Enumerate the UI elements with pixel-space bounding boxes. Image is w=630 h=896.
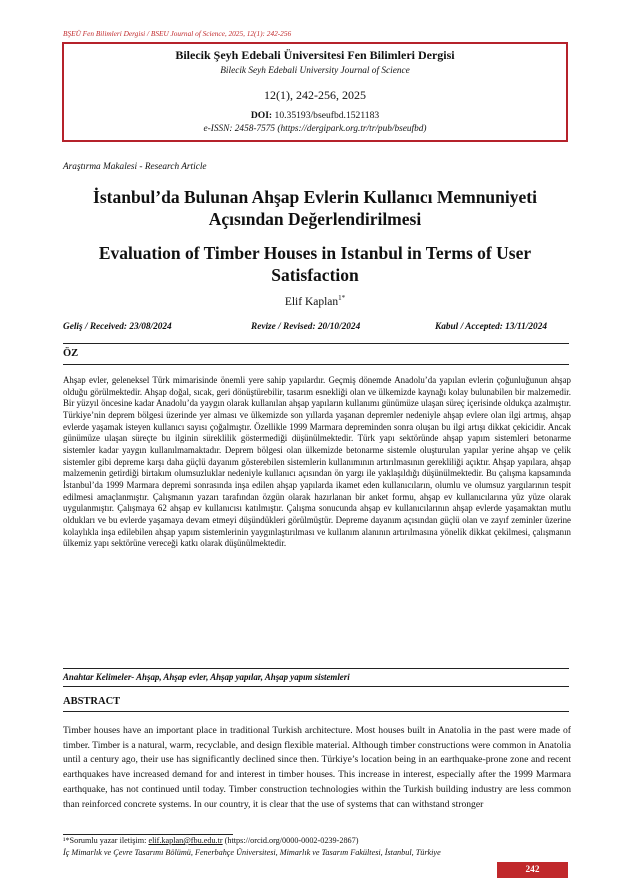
keywords: Anahtar Kelimeler- Ahşap, Ahşap evler, Ahşap yapılar, Ahşap yapım sistemleri <box>63 672 350 682</box>
author <box>63 294 567 308</box>
author-sup: 1* <box>338 294 346 302</box>
author-email-link[interactable]: elif.kaplan@fbu.edu.tr <box>148 836 223 845</box>
abstract-text: Timber houses have an important place in traditional Turkish architecture. Most houses built in Anatolia in the past were made of timber. Timber is a natural, warm, recyclable, and design flexible material. Although timber constructions were common in Anatolia until a century ago, their use has significantly declined since then. Türkiye’s location being in an earthquake-prone zone and recent earthquakes have increased demand for and interest in timber houses. This increase in interest, especially after the 1999 Marmara earthquake, has not continued until today. Timber construction technologies within the Turkish building industry are less common than reinforced concrete systems. In our country, it is clear that the use of systems that can withstand stronger <box>63 725 571 810</box>
orcid-link[interactable]: (https://orcid.org/0000-0002-0239-2867) <box>222 836 359 845</box>
title-en: Evaluation of Timber Houses in Istanbul in Terms of User Satisfaction <box>98 243 532 285</box>
divider <box>63 343 569 344</box>
footnote-prefix: ¹*Sorumlu yazar iletişim: <box>63 836 149 845</box>
doi-line <box>64 110 566 121</box>
article-type: Araştırma Makalesi - Research Article <box>63 162 207 172</box>
divider <box>63 686 569 687</box>
divider <box>63 668 569 669</box>
page-number: 242 <box>497 862 568 878</box>
doi-value[interactable]: 10.35193/bseufbd.1521183 <box>272 110 380 121</box>
date-accepted: Kabul / Accepted: 13/11/2024 <box>435 322 547 332</box>
date-received: Geliş / Received: 23/08/2024 <box>63 322 172 332</box>
divider <box>63 364 569 365</box>
footnote-rule <box>63 834 233 835</box>
eissn-line[interactable]: e-ISSN: 2458-7575 (https://dergipark.org.tr/tr/pub/bseufbd) <box>203 124 427 134</box>
title-tr: İstanbul’da Bulunan Ahşap Evlerin Kullanıcı Memnuniyeti Açısından Değerlendirilmesi <box>93 187 537 229</box>
divider <box>63 711 569 712</box>
journal-volume: 12(1), 242-256, 2025 <box>264 88 366 102</box>
journal-name-tr: Bilecik Şeyh Edebali Üniversitesi Fen Bilimleri Dergisi <box>175 48 455 62</box>
oz-heading: ÖZ <box>63 348 79 359</box>
journal-name-en: Bilecik Seyh Edebali University Journal of Science <box>220 66 410 76</box>
doi-label: DOI: <box>250 110 273 121</box>
date-revised: Revize / Revised: 20/10/2024 <box>251 322 361 332</box>
author-name: Elif Kaplan <box>284 295 339 308</box>
abstract-heading: ABSTRACT <box>63 696 121 707</box>
footnote-contact <box>63 836 358 845</box>
oz-text: Ahşap evler, geleneksel Türk mimarisinde önemli yere sahip yapılardır. Geçmiş dönemde Anadolu’da yapılan evlerin çoğunluğunun ahşap olduğu görülmektedir. Ahşap doğal, sıcak, geri dönüştürebilir, tasarım esnekliği olan ve ülkemizde kaynağı kolay bulunabilen bir malzemedir. Bir yüzyıl öncesine kadar Anadolu’da yaygın olarak kullanılan ahşap yapıların kullanımı günümüze ulaşan süreç içerisinde oldukça azalmıştır. Türkiye’nin deprem bölgesi üzerinde yer alması ve ülkemizde son yıllarda yaşanan depremler nedeniyle ahşap evlere olan ilgi artmış, ahşap evlerde yaşamak isteyen kullanıcı sayısı çoğalmıştır. Özellikle 1999 Marmara depreminden sonra oluşan bu ilgi artışı dikkat çekicidir. Ancak günümüze ulaşan süreçte bu ilginin süreklilik göstermediği düşünülmektedir. Türk yapı sektöründe ahşap yapım sistemleri betonarme sistemler kadar yaygın kullanılmamaktadır. Deprem bölgesi olan ülkemizde betonarme sistemle oluşturulan yapılar yerine ahşap ve çelik sistemler gibi depreme karşı daha güçlü dayanım gösterebilen sistemlerin kullanımının artırılmasının gerekliliği açıktır. Ahşap yapılara, ahşap malzemenin getirdiği birtakım olumsuzluklar nedeniyle kullanıcı açısından ön yargı ile yaklaşıldığı düşünülmektedir. Bu çalışma kapsamında İstanbul’da 1999 Marmara depremi sonrasında inşa edilen ahşap yapılarda ikamet eden kullanıcıların, olumlu ve olumsuz yargılarının tespit edilmesi amaçlanmıştır. Çalışmanın yazarı tarafından özgün olarak hazırlanan bir anket formu, ahşap ev kullanıcılarına yüz yüze olarak uygulanmıştır. Çalışmaya 62 ahşap ev kullanıcısı katılmıştır. Çalışma sonucunda ahşap ev kullanıcılarının ahşap evlerde yaşamaktan mutlu oldukları ve bu evlerde yaşamaya devam etmeyi düşündükleri görülmüştür. Depreme dayanım açısından güçlü olan ve zayıf zeminler üzerine kolaylıkla inşa edilebilen ahşap yapım sistemlerinin yaygınlaştırılması ve kullanım alanının artırılmasına yönelik dikkat çekilmesi, çalışmanın ülkemiz yapı sektörüne vereceği katkı olarak düşünülmektedir. <box>63 375 571 549</box>
running-head: BŞEÜ Fen Bilimleri Dergisi / BSEU Journal of Science, 2025, 12(1): 242-256 <box>63 29 292 38</box>
footnote-affiliation: İç Mimarlık ve Çevre Tasarımı Bölümü, Fenerbahçe Üniversitesi, Mimarlık ve Tasarım Fakültesi, İstanbul, Türkiye <box>63 848 441 857</box>
journal-header-box <box>62 42 568 142</box>
